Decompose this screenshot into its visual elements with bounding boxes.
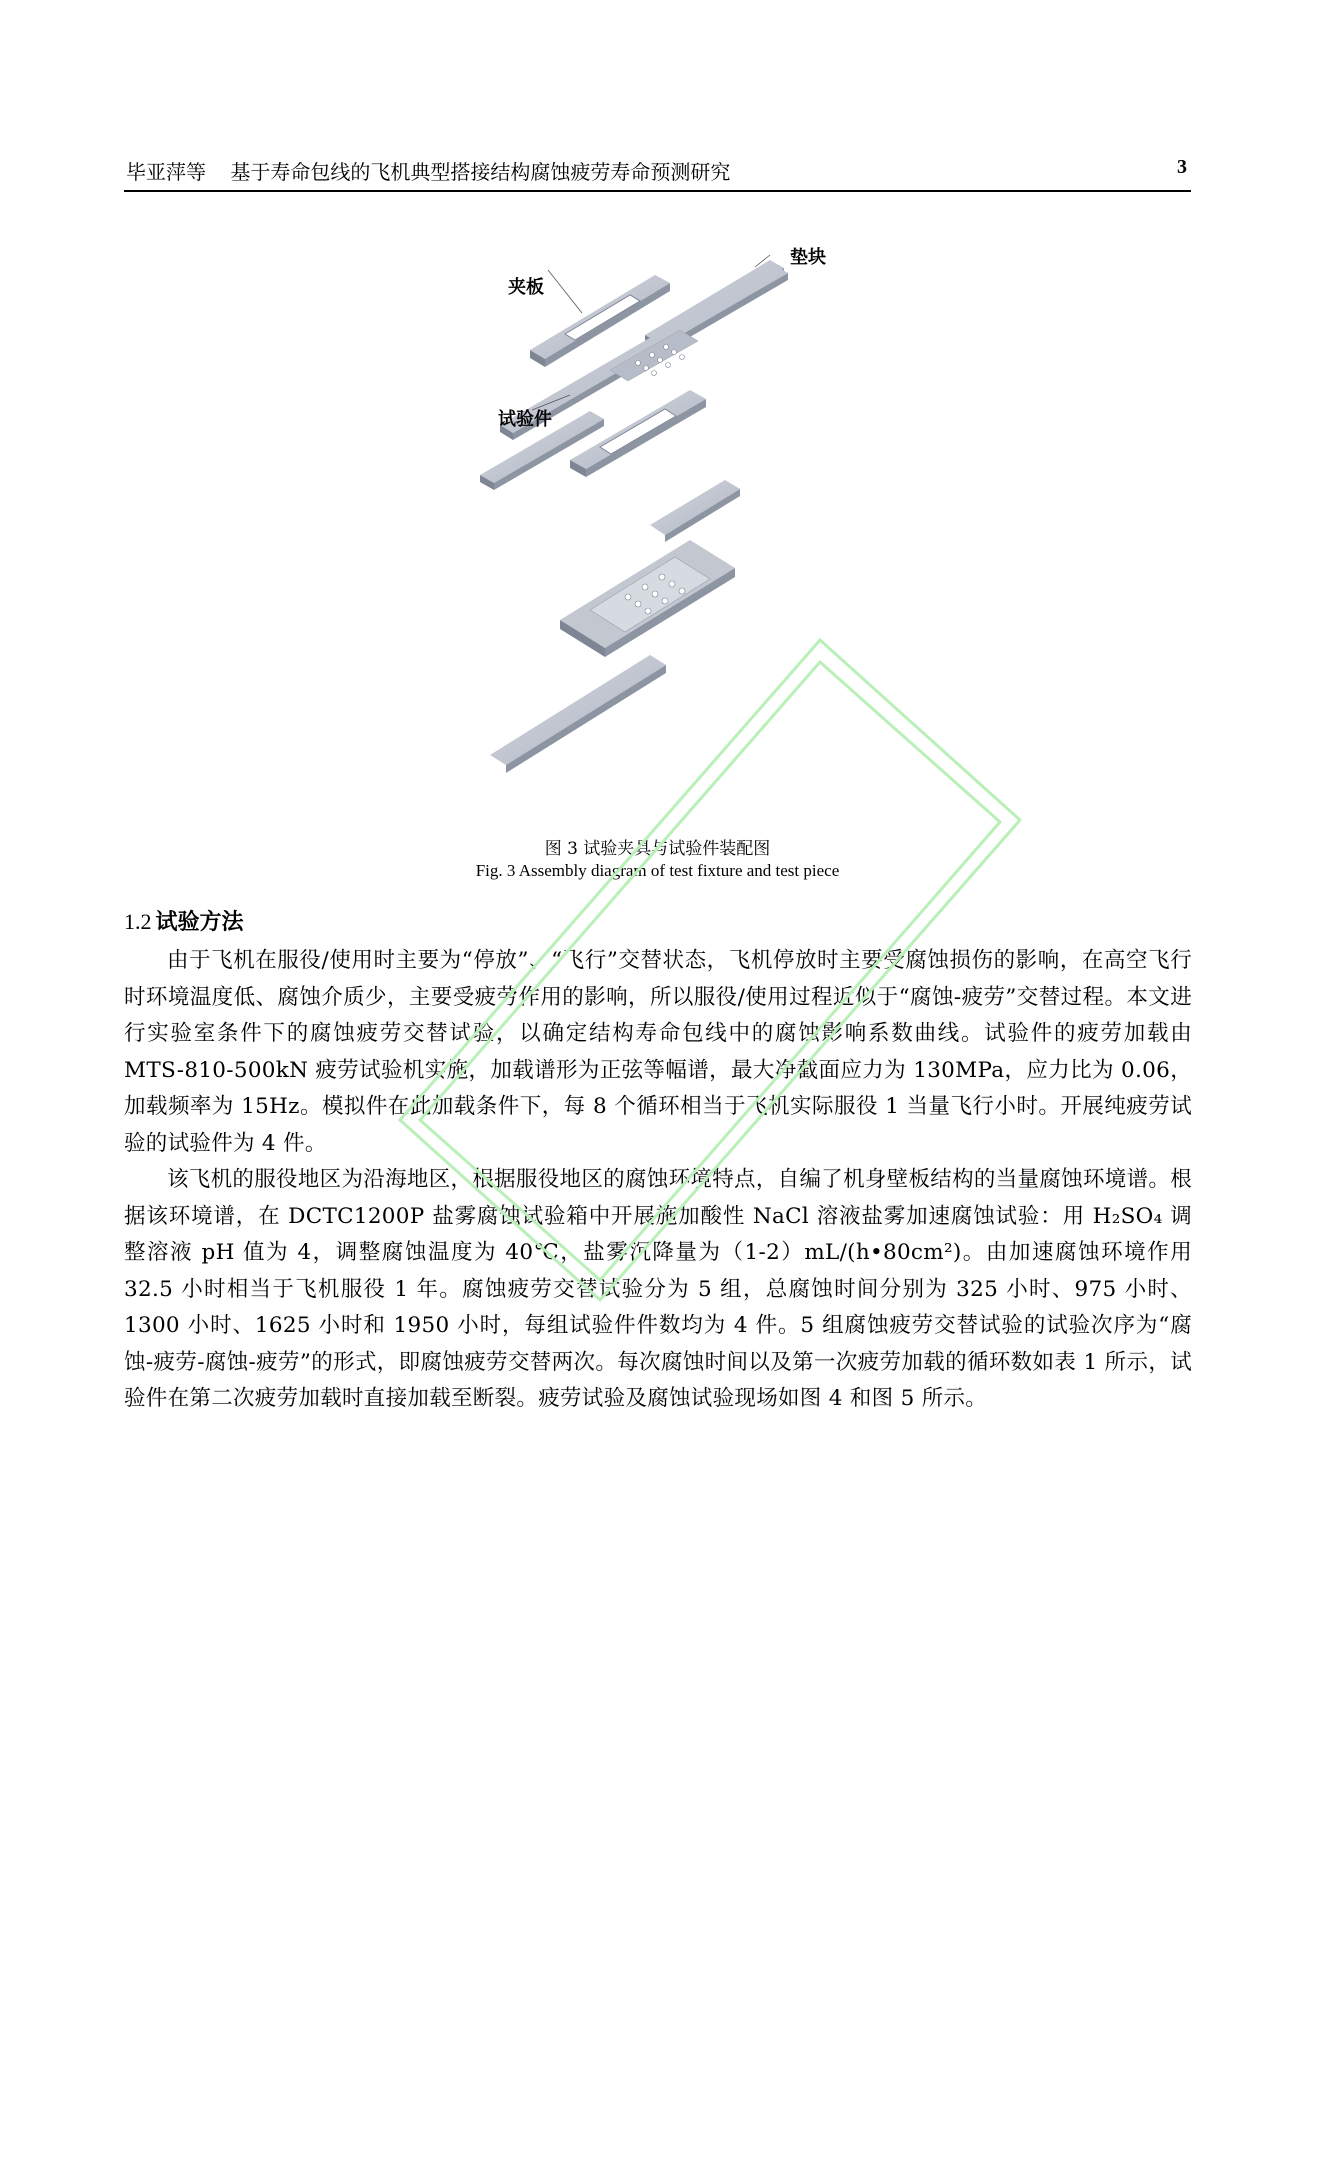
- header-title-line: [126, 156, 730, 185]
- paragraph: 由于飞机在服役/使用时主要为“停放”、“飞行”交替状态，飞机停放时主要受腐蚀损伤的影响，在高空飞行时环境温度低、腐蚀介质少，主要受疲劳作用的影响，所以服役/使用过程近似于“腐蚀-疲劳”交替过程。本文进行实验室条件下的腐蚀疲劳交替试验，以确定结构寿命包线中的腐蚀影响系数曲线。试验件的疲劳加载由 MTS-810-500kN 疲劳试验机实施，加载谱形为正弦等幅谱，最大净截面应力为 130MPa，应力比为 0.06，加载频率为 15Hz。模拟件在此加载条件下，每 8 个循环相当于飞机实际服役 1 当量飞行小时。开展纯疲劳试验的试验件为 4 件。: [124, 948, 1192, 1156]
- header-article-title: 基于寿命包线的飞机典型搭接结构腐蚀疲劳寿命预测研究: [230, 160, 731, 184]
- section-title: 试验方法: [155, 909, 244, 935]
- section-number: 1.2: [124, 909, 152, 934]
- section-heading: [124, 905, 244, 936]
- header-authors: 毕亚萍等: [126, 160, 206, 184]
- paragraph: 该飞机的服役地区为沿海地区，根据服役地区的腐蚀环境特点，自编了机身壁板结构的当量腐蚀环境谱。根据该环境谱，在 DCTC1200P 盐雾腐蚀试验箱中开展施加酸性 NaCl 溶液盐雾加速腐蚀试验：用 H₂SO₄ 调整溶液 pH 值为 4，调整腐蚀温度为 40℃，盐雾沉降量为（1-2）mL/(h•80cm²)。由加速腐蚀环境作用 32.5 小时相当于飞机服役 1 年。腐蚀疲劳交替试验分为 5 组，总腐蚀时间分别为 325 小时、975 小时、1300 小时、1625 小时和 1950 小时，每组试验件件数均为 4 件。5 组腐蚀疲劳交替试验的试验次序为“腐蚀-疲劳-腐蚀-疲劳”的形式，即腐蚀疲劳交替两次。每次腐蚀时间以及第一次疲劳加载的循环数如表 1 所示，试验件在第二次疲劳加载时直接加载至断裂。疲劳试验及腐蚀试验现场如图 4 和图 5 所示。: [124, 1167, 1192, 1411]
- label-specimen: 试验件: [498, 409, 552, 430]
- assembly-figure: [470, 235, 870, 835]
- body-text: [124, 943, 1192, 1418]
- figure-caption-en: Fig. 3 Assembly diagram of test fixture and test piece: [475, 861, 840, 880]
- figure-caption-cn: 图 3 试验夹具与试验件装配图: [544, 839, 771, 859]
- page-number: 3: [1177, 156, 1187, 178]
- assembled-view: [490, 480, 740, 773]
- label-clamp: 夹板: [508, 277, 544, 298]
- label-pad: 垫块: [790, 247, 826, 268]
- running-header: [124, 150, 1191, 192]
